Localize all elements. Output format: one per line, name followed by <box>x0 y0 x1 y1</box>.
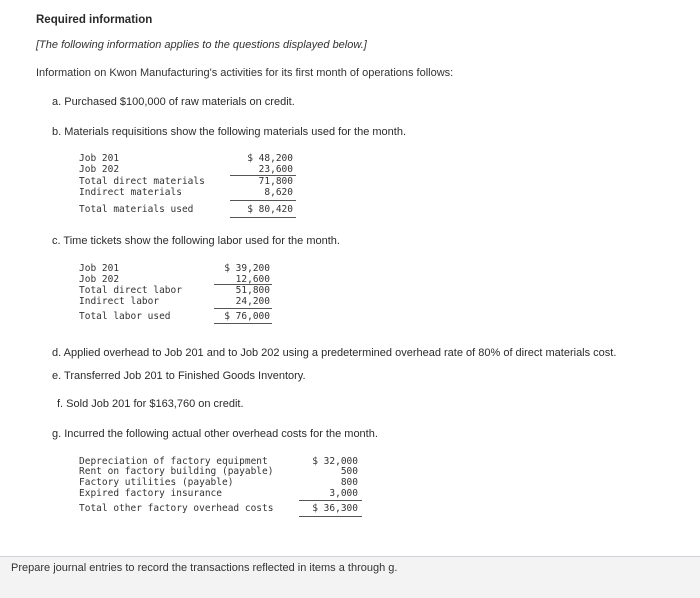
materials-table <box>79 153 309 219</box>
overhead-label: Factory utilities (payable) <box>79 477 234 488</box>
materials-label: Total direct materials <box>79 176 205 187</box>
item-b: b. Materials requisitions show the following materials used for the month. <box>52 126 407 138</box>
labor-label: Indirect labor <box>79 296 160 307</box>
materials-label: Indirect materials <box>79 187 182 198</box>
overhead-amount: 800 <box>340 477 358 488</box>
materials-amount: 23,600 <box>258 164 293 175</box>
item-d: d. Applied overhead to Job 201 and to Job 202 using a predetermined overhead rate of 80% of direct materials cost. <box>52 347 617 359</box>
overhead-label: Rent on factory building (payable) <box>79 466 274 477</box>
overhead-amount: $ 36,300 <box>312 503 358 514</box>
overhead-label: Expired factory insurance <box>79 488 222 499</box>
item-c: c. Time tickets show the following labor used for the month. <box>52 235 340 247</box>
journal-entry-prompt: Prepare journal entries to record the transactions reflected in items a through g. <box>11 562 398 574</box>
total-rule <box>230 200 296 201</box>
materials-amount: $ 48,200 <box>247 153 293 164</box>
labor-amount: $ 39,200 <box>224 263 270 274</box>
double-rule <box>299 516 362 517</box>
total-rule <box>214 308 272 309</box>
double-rule <box>214 323 272 324</box>
required-information-title: Required information <box>36 14 153 26</box>
overhead-amount: $ 32,000 <box>312 456 358 467</box>
instruction-subtitle: [The following information applies to the questions displayed below.] <box>36 39 367 51</box>
labor-amount: 24,200 <box>235 296 270 307</box>
materials-amount: 8,620 <box>264 187 293 198</box>
item-a: a. Purchased $100,000 of raw materials on credit. <box>52 96 295 108</box>
total-rule <box>299 500 362 501</box>
materials-label: Job 201 <box>79 153 120 164</box>
materials-amount: $ 80,420 <box>247 204 293 215</box>
labor-amount: 51,800 <box>235 285 270 296</box>
materials-amount: 71,800 <box>258 176 293 187</box>
materials-label: Job 202 <box>79 164 120 175</box>
labor-label: Total direct labor <box>79 285 182 296</box>
intro-text: Information on Kwon Manufacturing's activities for its first month of operations follows: <box>36 67 454 79</box>
overhead-label: Total other factory overhead costs <box>79 503 274 514</box>
labor-amount: $ 76,000 <box>224 311 270 322</box>
item-f: f. Sold Job 201 for $163,760 on credit. <box>57 398 244 410</box>
labor-label: Total labor used <box>79 311 171 322</box>
item-e: e. Transferred Job 201 to Finished Goods Inventory. <box>52 370 306 382</box>
item-g: g. Incurred the following actual other overhead costs for the month. <box>52 428 378 440</box>
labor-label: Job 202 <box>79 274 120 285</box>
materials-label: Total materials used <box>79 204 194 215</box>
overhead-amount: 3,000 <box>329 488 358 499</box>
labor-table <box>79 263 289 329</box>
double-rule <box>230 217 296 218</box>
overhead-label: Depreciation of factory equipment <box>79 456 268 467</box>
labor-label: Job 201 <box>79 263 120 274</box>
overhead-table <box>79 456 369 520</box>
labor-amount: 12,600 <box>235 274 270 285</box>
overhead-amount: 500 <box>340 466 358 477</box>
